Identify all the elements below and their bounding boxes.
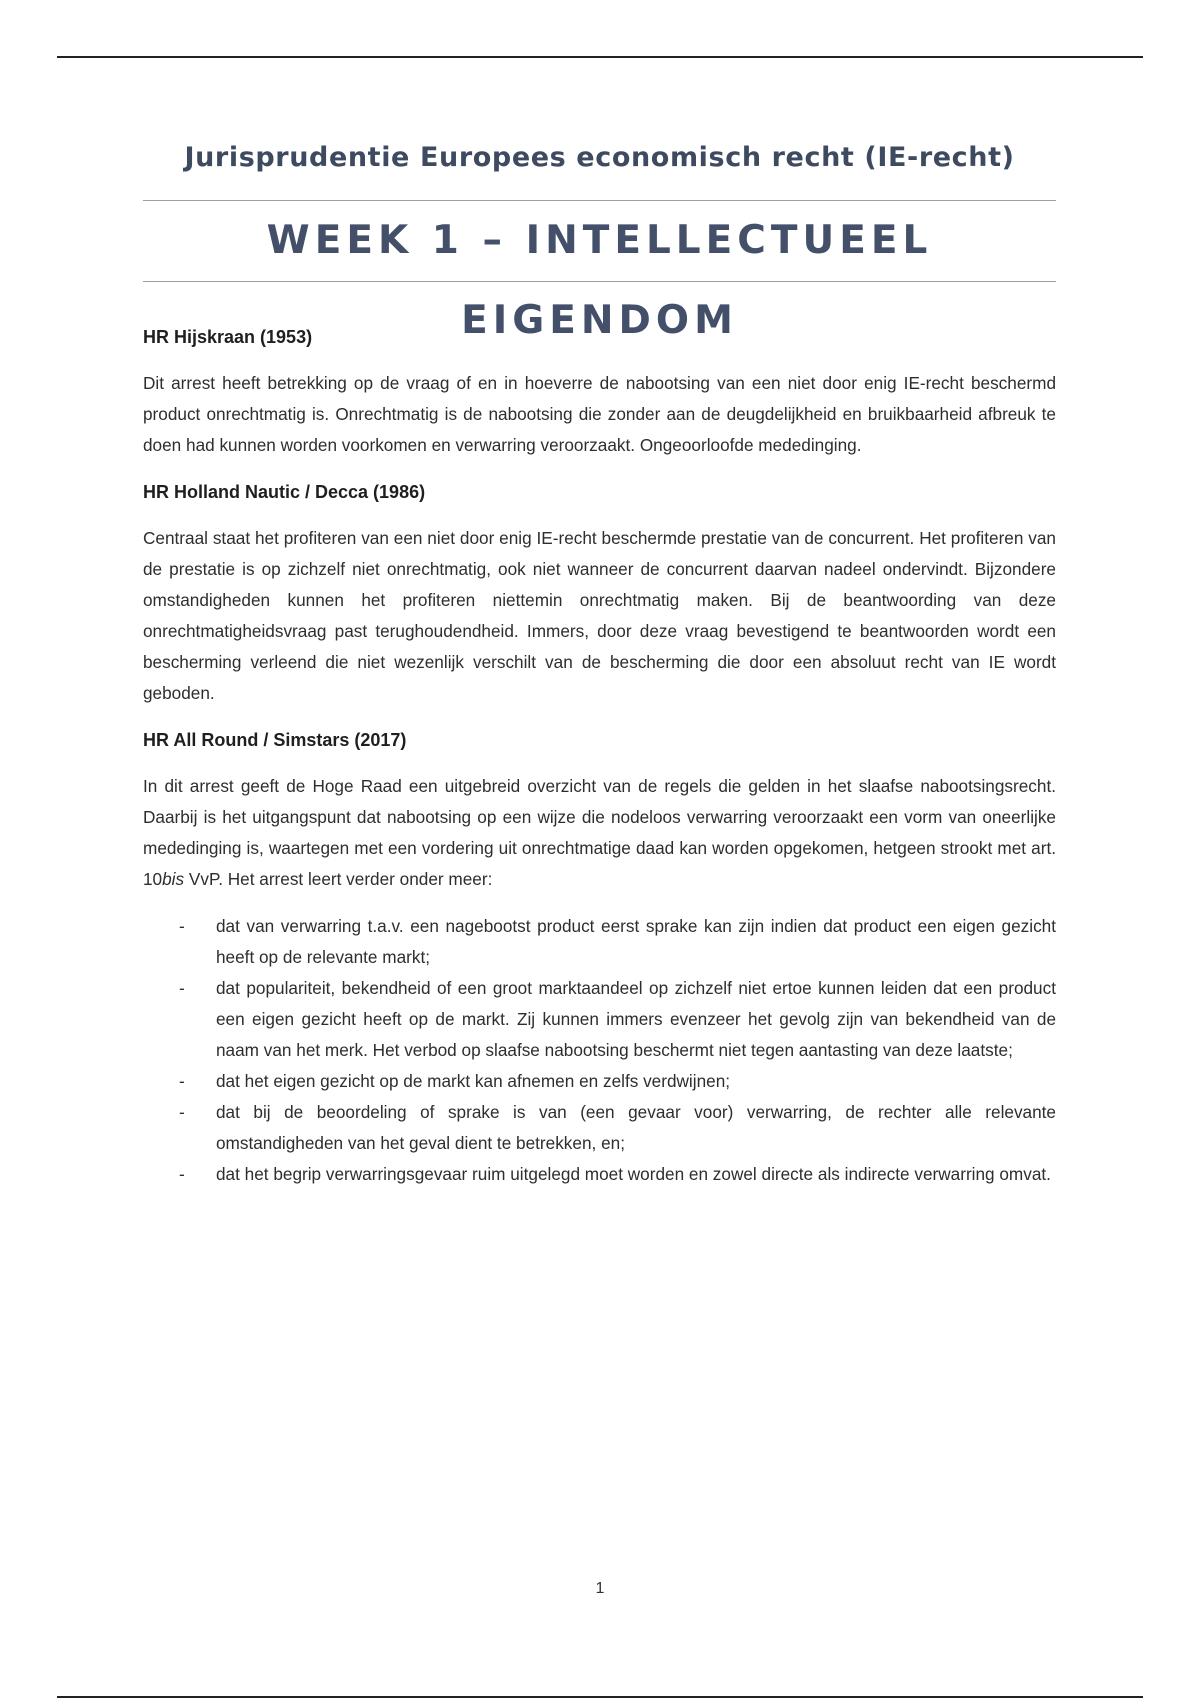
list-item-text: dat bij de beoordeling of sprake is van (een gevaar voor) verwarring, de rechter alle relevante omstandigheden van het geval dient te betrekken, en; — [216, 1102, 1056, 1153]
header-rule — [57, 56, 1143, 58]
case-paragraph — [143, 771, 1056, 895]
list-item — [143, 973, 1056, 1066]
case-heading: HR Holland Nautic / Decca (1986) — [143, 482, 426, 502]
week-title: WEEK 1 – INTELLECTUEEL EIGENDOM — [266, 218, 933, 343]
document-title: Jurisprudentie Europees economisch recht (IE-recht) — [184, 142, 1015, 173]
italic-text: bis — [162, 869, 185, 889]
case-paragraph: Dit arrest heeft betrekking op de vraag of en in hoeverre de nabootsing van een niet door enig IE-recht beschermd product onrechtmatig is. Onrechtmatig is de nabootsing die zonder aan de deugdelijkheid en bruikbaarheid afbreuk te doen had kunnen worden voorkomen en verwarring veroorzaakt. Ongeoorloofde mededinging. — [143, 373, 1056, 455]
bullet-marker: - — [179, 1071, 185, 1091]
list-item — [143, 911, 1056, 973]
list-item — [143, 1066, 1056, 1097]
list-item-text: dat het begrip verwarringsgevaar ruim uitgelegd moet worden en zowel directe als indirecte verwarring omvat. — [216, 1164, 1051, 1184]
case-section-holland-nautic — [143, 477, 1056, 709]
document-body — [143, 136, 1056, 1190]
case-section-all-round — [143, 725, 1056, 1190]
case-heading: HR Hijskraan (1953) — [143, 327, 313, 347]
list-item-text: dat het eigen gezicht op de markt kan afnemen en zelfs verdwijnen; — [216, 1071, 731, 1091]
bullet-list — [143, 911, 1056, 1190]
paragraph-text: In dit arrest geeft de Hoge Raad een uitgebreid overzicht van de regels die gelden in het slaafse nabootsingsrecht. Daarbij is het uitgangspunt dat nabootsing op een wijze die nodeloos verwarring veroorzaakt een vorm van oneerlijke mededinging is, waartegen met een vordering uit onrechtmatige daad kan worden opgekomen, hetgeen strookt met art. 10 — [143, 776, 1056, 889]
bullet-marker: - — [179, 1164, 185, 1184]
page-number: 1 — [595, 1580, 605, 1597]
case-heading: HR All Round / Simstars (2017) — [143, 730, 407, 750]
list-item — [143, 1097, 1056, 1159]
bullet-marker: - — [179, 916, 185, 936]
bullet-marker: - — [179, 978, 185, 998]
paragraph-text: VvP. Het arrest leert verder onder meer: — [184, 869, 493, 889]
bullet-marker: - — [179, 1102, 185, 1122]
list-item-text: dat van verwarring t.a.v. een nagebootst product eerst sprake kan zijn indien dat product een eigen gezicht heeft op de relevante markt; — [216, 916, 1056, 967]
list-item — [143, 1159, 1056, 1190]
case-paragraph: Centraal staat het profiteren van een niet door enig IE-recht beschermde prestatie van de concurrent. Het profiteren van de prestatie is op zichzelf niet onrechtmatig, ook niet wanneer de concurrent daarvan nadeel ondervindt. Bijzondere omstandigheden kunnen het profiteren niettemin onrechtmatig maken. Bij de beantwoording van deze onrechtmatigheidsvraag past terughoudendheid. Immers, door deze vraag bevestigend te beantwoorden wordt een bescherming verleend die niet wezenlijk verschilt van de bescherming die door een absoluut recht van IE wordt geboden. — [143, 528, 1056, 703]
footer-rule — [57, 1696, 1143, 1698]
list-item-text: dat populariteit, bekendheid of een groot marktaandeel op zichzelf niet ertoe kunnen leiden dat een product een eigen gezicht heeft op de markt. Zij kunnen immers evenzeer het gevolg zijn van bekendheid van de naam van het merk. Het verbod op slaafse nabootsing beschermt niet tegen aantasting van deze laatste; — [216, 978, 1056, 1060]
